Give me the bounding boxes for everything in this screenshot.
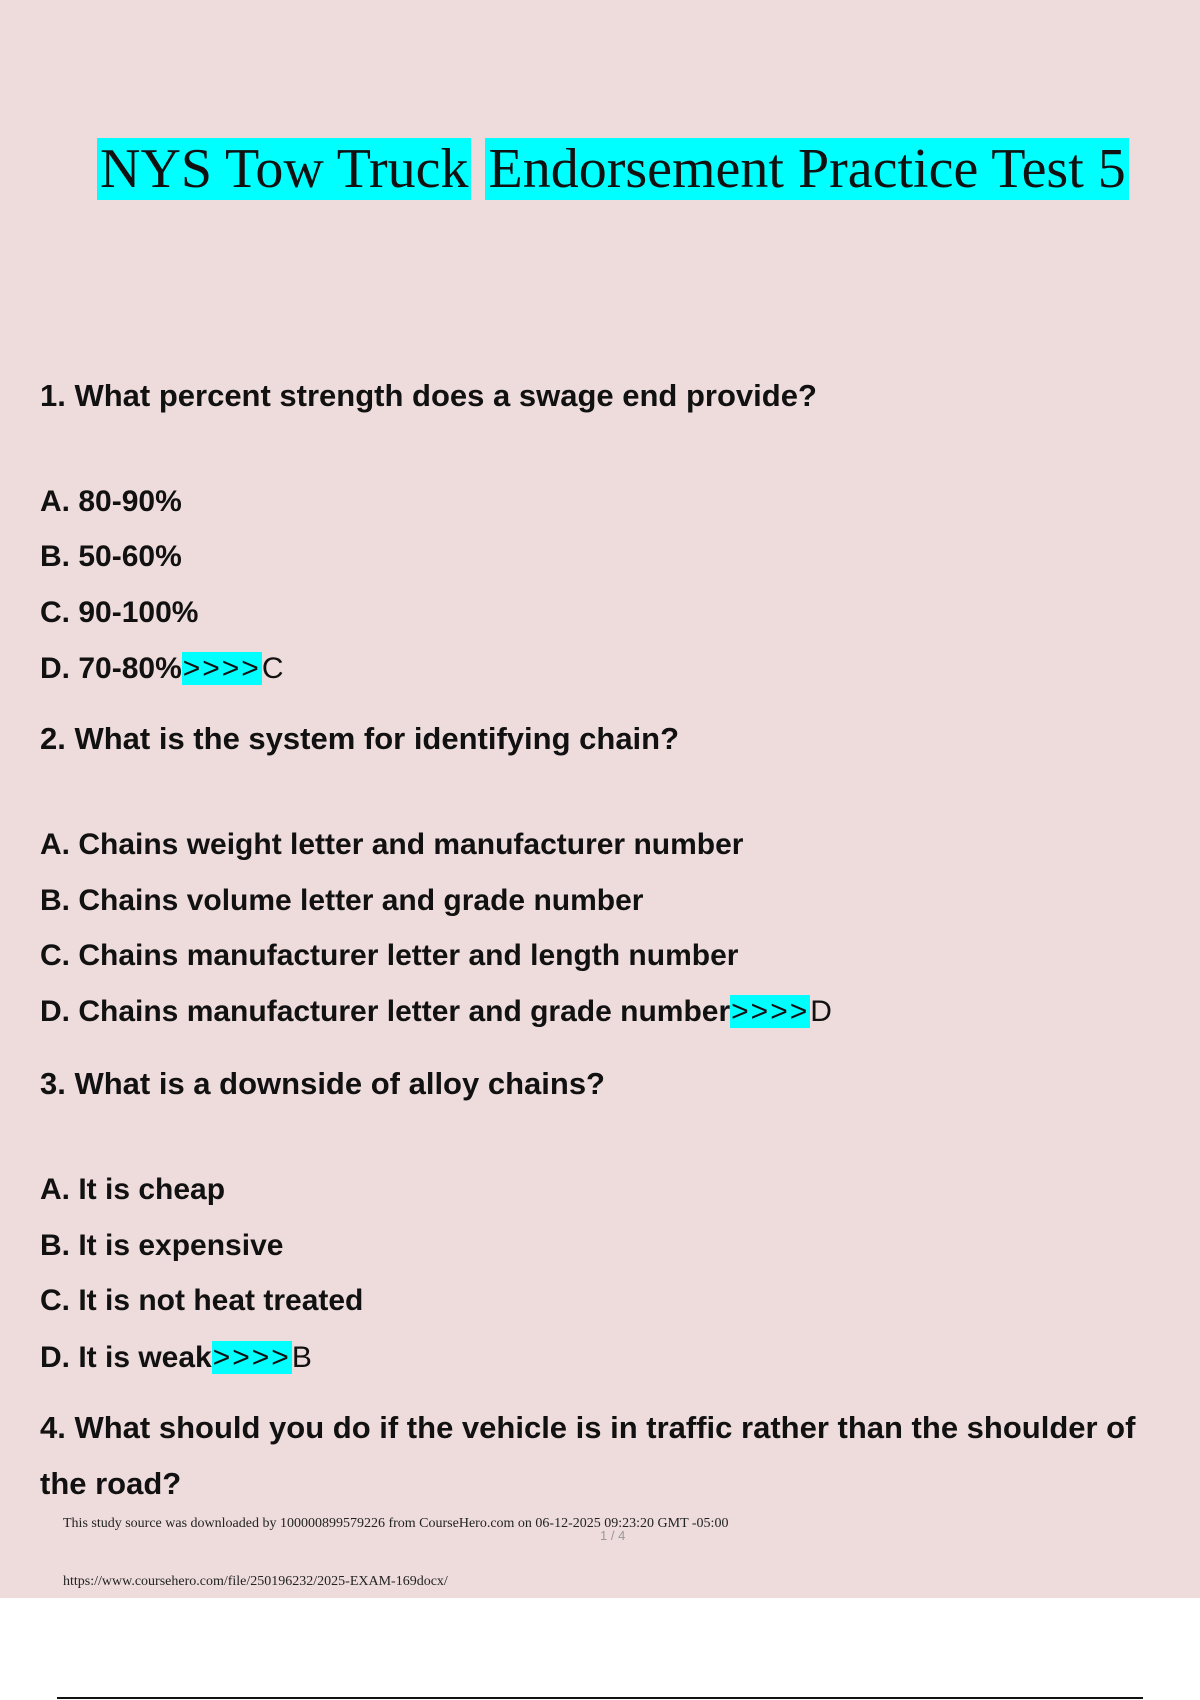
question-3: 3. What is a downside of alloy chains? xyxy=(40,1066,605,1101)
question-4: 4. What should you do if the vehicle is in traffic rather than the shoulder of the road? xyxy=(40,1410,1136,1501)
title-part-2: Endorsement Practice Test 5 xyxy=(485,138,1128,200)
question-2-option-b: B. Chains volume letter and grade number xyxy=(40,884,644,917)
question-2: 2. What is the system for identifying chain? xyxy=(40,721,680,756)
question-2-answer: D xyxy=(810,995,832,1028)
source-url[interactable]: https://www.coursehero.com/file/250196232/2025-EXAM-169docx/ xyxy=(63,1574,448,1589)
page-number: 1 / 4 xyxy=(600,1528,626,1543)
question-2-option-d: D. Chains manufacturer letter and grade number xyxy=(40,995,731,1028)
answer-marker: >>>> xyxy=(182,652,261,685)
answer-marker: >>>> xyxy=(212,1341,291,1374)
question-1-option-d-row xyxy=(40,649,284,689)
bottom-divider xyxy=(57,1697,1143,1699)
question-1-answer: C xyxy=(261,652,284,685)
question-1-option-a: A. 80-90% xyxy=(40,485,182,518)
document-title xyxy=(97,136,1129,202)
question-3-answer: B xyxy=(291,1341,312,1374)
question-2-option-c: C. Chains manufacturer letter and length number xyxy=(40,939,739,972)
question-1-option-b: B. 50-60% xyxy=(40,540,182,573)
question-2-option-a: A. Chains weight letter and manufacturer number xyxy=(40,828,744,861)
question-3-option-d-row xyxy=(40,1338,312,1378)
question-1: 1. What percent strength does a swage end provide? xyxy=(40,378,817,413)
question-3-option-c: C. It is not heat treated xyxy=(40,1284,364,1317)
question-2-option-d-row xyxy=(40,992,832,1032)
question-3-option-b: B. It is expensive xyxy=(40,1229,284,1262)
question-1-option-d: D. 70-80% xyxy=(40,652,182,685)
title-part-1: NYS Tow Truck xyxy=(97,138,471,200)
download-source-note: This study source was downloaded by 100000899579226 from CourseHero.com on 06-12-2025 09:23:20 GMT -05:00 xyxy=(63,1516,729,1531)
question-3-option-d: D. It is weak xyxy=(40,1341,212,1374)
question-3-option-a: A. It is cheap xyxy=(40,1173,226,1206)
answer-marker: >>>> xyxy=(731,995,810,1028)
question-1-option-c: C. 90-100% xyxy=(40,596,199,629)
